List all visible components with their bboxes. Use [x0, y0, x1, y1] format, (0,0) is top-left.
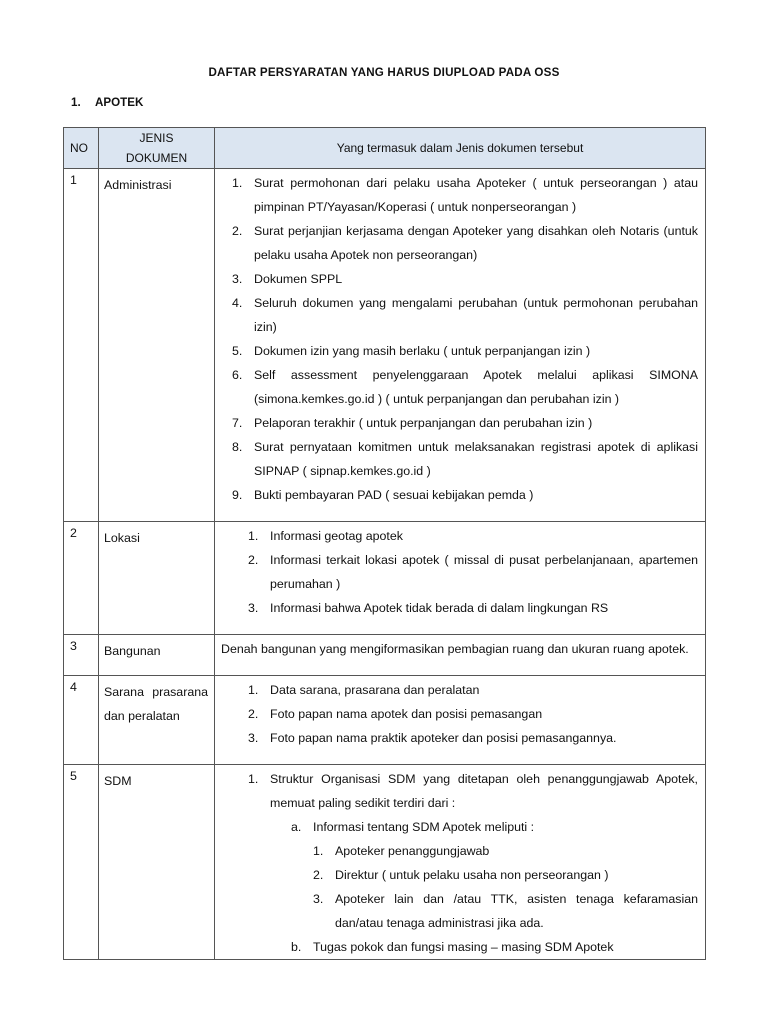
row-description [215, 635, 706, 676]
list-item: 9. Bukti pembayaran PAD ( sesuai kebijakan pemda ) [232, 488, 534, 502]
list-item: 1. Struktur Organisasi SDM yang ditetapan oleh penanggungjawab Apotek, memuat paling sedikit terdiri dari : [248, 772, 698, 810]
list-item: 1. Surat permohonan dari pelaku usaha Apoteker ( untuk perseorangan ) atau pimpinan PT/Yayasan/Koperasi ( untuk nonperseorangan ) [232, 176, 698, 214]
nested-list-item: 2. Direktur ( untuk pelaku usaha non perseorangan ) [313, 868, 609, 882]
numbered-list [221, 171, 698, 507]
row-number: 4 [64, 676, 99, 765]
section-label: APOTEK [95, 96, 144, 109]
row-description [215, 522, 706, 635]
list-item: 1. Informasi geotag apotek [248, 529, 403, 543]
section-heading [71, 96, 143, 109]
paragraph: Denah bangunan yang mengiformasikan pembagian ruang dan ukuran ruang apotek. [221, 642, 689, 656]
header-jenis-line1: JENIS [139, 131, 174, 145]
table-row [64, 635, 706, 676]
sub-list-item-b: b. Tugas pokok dan fungsi masing – masing SDM Apotek [291, 940, 614, 954]
list-item: 3. Informasi bahwa Apotek tidak berada di dalam lingkungan RS [248, 601, 609, 615]
row-description [215, 169, 706, 522]
list-item: 8. Surat pernyataan komitmen untuk melaksanakan registrasi apotek di aplikasi SIPNAP ( sipnap.kemkes.go.id ) [232, 440, 698, 478]
numbered-list [221, 524, 698, 620]
row-doc-type: Lokasi [99, 522, 215, 635]
row-doc-type: Sarana prasarana dan peralatan [99, 676, 215, 765]
list-item: 5. Dokumen izin yang masih berlaku ( untuk perpanjangan izin ) [232, 344, 591, 358]
list-item: 7. Pelaporan terakhir ( untuk perpanjangan dan perubahan izin ) [232, 416, 593, 430]
nested-list-item: 3. Apoteker lain dan /atau TTK, asisten tenaga kefaramasian dan/atau tenaga administrasi jika ada. [313, 892, 698, 930]
list-item: 3. Dokumen SPPL [232, 272, 343, 286]
row-description [215, 676, 706, 765]
header-description: Yang termasuk dalam Jenis dokumen tersebut [215, 128, 706, 169]
requirements-table [63, 127, 706, 960]
list-item: 4. Seluruh dokumen yang mengalami perubahan (untuk permohonan perubahan izin) [232, 296, 698, 334]
table-row [64, 522, 706, 635]
row-description [215, 765, 706, 960]
nested-list-item: 1. Apoteker penanggungjawab [313, 844, 490, 858]
row-number: 5 [64, 765, 99, 960]
row-number: 3 [64, 635, 99, 676]
list-item: 1. Data sarana, prasarana dan peralatan [248, 683, 480, 697]
header-no: NO [64, 128, 99, 169]
list-item: 6. Self assessment penyelenggaraan Apotek melalui aplikasi SIMONA (simona.kemkes.go.id ) ( untuk perpanjangan dan perubahan izin ) [232, 368, 698, 406]
header-jenis-line2: DOKUMEN [125, 151, 188, 165]
sub-list-item-a: a. Informasi tentang SDM Apotek meliputi : [291, 820, 535, 834]
section-number: 1. [71, 96, 81, 109]
table-row [64, 676, 706, 765]
table-header-row [64, 128, 706, 169]
list-item: 2. Foto papan nama apotek dan posisi pemasangan [248, 707, 543, 721]
row-doc-type: Bangunan [99, 635, 215, 676]
row-number: 2 [64, 522, 99, 635]
numbered-list [221, 678, 698, 750]
list-item: 2. Informasi terkait lokasi apotek ( missal di pusat perbelanjanaan, apartemen perumahan ) [248, 553, 698, 591]
table-row [64, 169, 706, 522]
row-doc-type: Administrasi [99, 169, 215, 522]
list-item: 3. Foto papan nama praktik apoteker dan posisi pemasangannya. [248, 731, 617, 745]
row-doc-type: SDM [99, 765, 215, 960]
document-title: DAFTAR PERSYARATAN YANG HARUS DIUPLOAD PADA OSS [208, 66, 560, 79]
header-jenis-dokumen [99, 128, 215, 169]
list-item: 2. Surat perjanjian kerjasama dengan Apoteker yang disahkan oleh Notaris (untuk pelaku usaha Apotek non perseorangan) [232, 224, 698, 262]
row-number: 1 [64, 169, 99, 522]
table-row [64, 765, 706, 960]
